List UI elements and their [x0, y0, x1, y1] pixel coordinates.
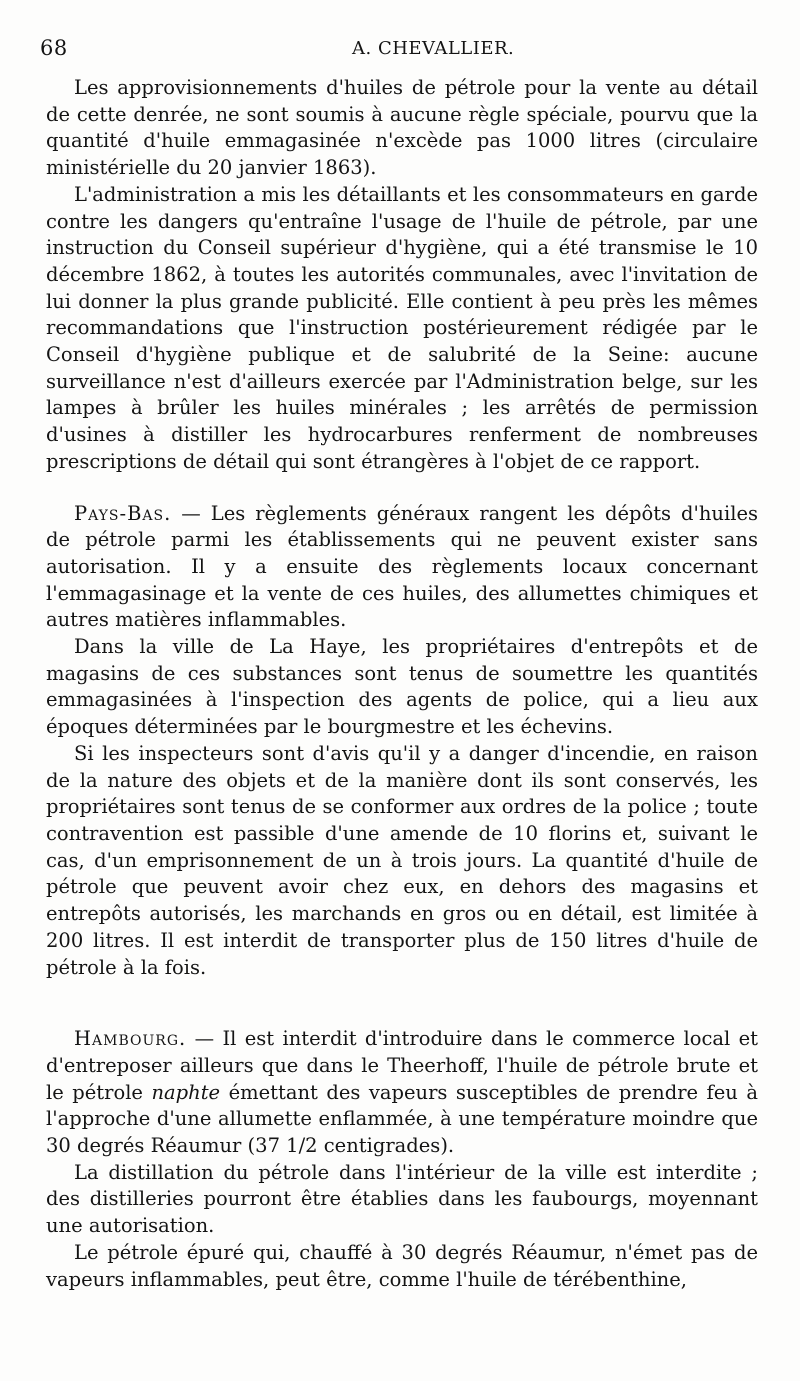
italic-term-naphte: naphte	[151, 1080, 221, 1104]
country-heading-pays-bas: Pays-Bas.	[74, 501, 172, 525]
page-header	[40, 36, 760, 66]
paragraph-retail-supplies: Les approvisionnements d'huiles de pétrole pour la vente au détail de cette denrée, ne sont soumis à aucune règle spéciale, pourvu que la quantité d'huile emmagasinée n'excède pas 1000 litres (circulaire ministérielle du 20 janvier 1863).	[46, 76, 758, 180]
paragraph-hambourg	[46, 1026, 758, 1160]
paragraph-hambourg-text-b: émettant des vapeurs susceptibles de prendre feu à l'approche d'une allumette enflammée, à une température moindre que 30 degrés Réaumur (37 1/2 centigrades).	[46, 1080, 758, 1158]
page-number: 68	[40, 36, 68, 60]
paragraph-petrole-epure: Le pétrole épuré qui, chauffé à 30 degrés Réaumur, n'émet pas de vapeurs inflammables, peut être, comme l'huile de térébenthine,	[46, 1240, 758, 1291]
paragraph-pays-bas-text: — Les règlements généraux rangent les dépôts d'huiles de pétrole parmi les établissements qui ne peuvent exister sans autorisation. Il y a ensuite des règlements locaux concernant l'emmagasinage et la vente de ces huiles, des allumettes chimiques et autres matières inflammables.	[46, 501, 758, 632]
paragraph-inspecteurs: Si les inspecteurs sont d'avis qu'il y a danger d'incendie, en raison de la nature des objets et de la manière dont ils sont conservés, les propriétaires sont tenus de se conformer aux ordres de la police ; toute contravention est passible d'une amende de 10 florins et, suivant le cas, d'un emprisonnement de un à trois jours. La quantité d'huile de pétrole que peuvent avoir chez eux, en dehors des magasins et entrepôts autorisés, les marchands en gros ou en détail, est limitée à 200 litres. Il est interdit de transporter plus de 150 litres d'huile de pétrole à la fois.	[46, 741, 758, 979]
paragraph-administration-instruction: L'administration a mis les détaillants et les consommateurs en garde contre les dangers qu'entraîne l'usage de l'huile de pétrole, par une instruction du Conseil supérieur d'hygiène, qui a été transmise le 10 décembre 1862, à toutes les autorités communales, avec l'invitation de lui donner la plus grande publicité. Elle contient à peu près les mêmes recommandations que l'instruction postérieurement rédigée par le Conseil d'hygiène publique et de salubrité de la Seine: aucune surveillance n'est d'ailleurs exercée par l'Administration belge, sur les lampes à brûler les huiles minérales ; les arrêtés de permission d'usines à distiller les hydrocarbures renferment de nombreuses prescriptions de détail qui sont étrangères à l'objet de ce rapport.	[46, 182, 758, 473]
body-text	[46, 75, 758, 1293]
paragraph-hambourg-text-a: — Il est interdit d'introduire dans le commerce local et d'entreposer ailleurs que dans le Theerhoff, l'huile de pétrole brute et le pétrole	[46, 1027, 758, 1104]
paragraph-la-haye: Dans la ville de La Haye, les propriétaires d'entrepôts et de magasins de ces substances sont tenus de soumettre les quantités emmagasinées à l'inspection des agents de police, qui a lieu aux époques déterminées par le bourgmestre et les échevins.	[46, 635, 758, 739]
country-heading-hambourg: Hambourg.	[74, 1027, 187, 1051]
paragraph-distillation: La distillation du pétrole dans l'intérieur de la ville est interdite ; des distilleries pourront être établies dans les faubourgs, moyennant une autorisation.	[46, 1160, 758, 1238]
running-head: A. CHEVALLIER.	[352, 38, 515, 59]
paragraph-pays-bas	[46, 501, 758, 635]
